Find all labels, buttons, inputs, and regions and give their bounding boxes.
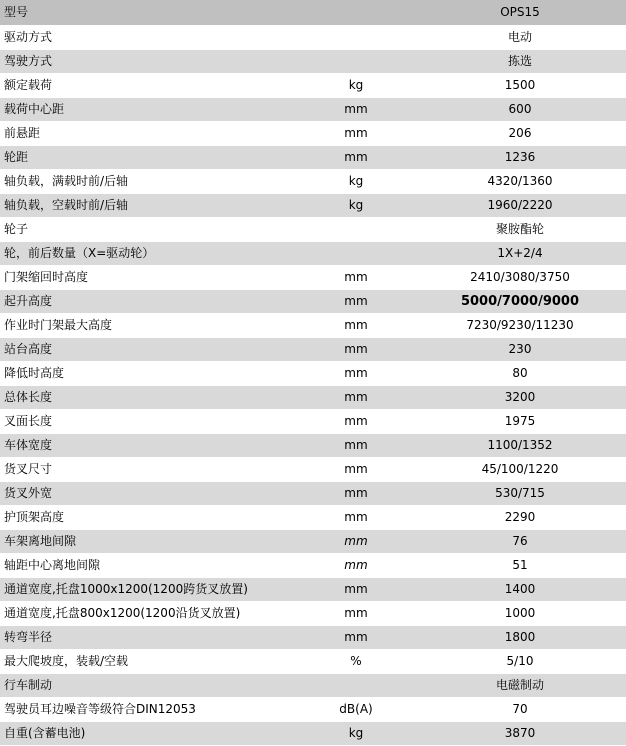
row-label: 货叉外宽: [0, 481, 298, 505]
row-unit: %: [298, 649, 414, 673]
row-value: 530/715: [414, 481, 626, 505]
table-row: [0, 625, 626, 649]
row-value: 7230/9230/11230: [414, 313, 626, 337]
table-row: [0, 505, 626, 529]
row-value: 76: [414, 529, 626, 553]
row-unit: mm: [298, 433, 414, 457]
row-label: 行车制动: [0, 673, 298, 697]
row-value: 1236: [414, 145, 626, 169]
table-row: [0, 313, 626, 337]
row-unit: mm: [298, 313, 414, 337]
row-unit: mm: [298, 553, 414, 577]
row-unit: [298, 217, 414, 241]
row-unit: dB(A): [298, 697, 414, 721]
table-row: [0, 697, 626, 721]
table-row: [0, 73, 626, 97]
row-unit: kg: [298, 169, 414, 193]
table-row: [0, 337, 626, 361]
row-label: 驾驶方式: [0, 49, 298, 73]
row-label: 轴距中心离地间隙: [0, 553, 298, 577]
table-row: [0, 169, 626, 193]
row-label: 自重(含蓄电池): [0, 721, 298, 745]
row-label: 驱动方式: [0, 25, 298, 49]
row-label: 轮，前后数量（X=驱动轮）: [0, 241, 298, 265]
row-label: 驾驶员耳边噪音等级符合DIN12053: [0, 697, 298, 721]
row-unit: mm: [298, 337, 414, 361]
row-label: 站台高度: [0, 337, 298, 361]
row-unit: mm: [298, 97, 414, 121]
row-unit: mm: [298, 361, 414, 385]
row-label: 额定载荷: [0, 73, 298, 97]
table-row: [0, 409, 626, 433]
row-unit: mm: [298, 529, 414, 553]
row-label: 前悬距: [0, 121, 298, 145]
row-label: 叉面长度: [0, 409, 298, 433]
table-row: [0, 433, 626, 457]
table-row: [0, 241, 626, 265]
row-value: 3870: [414, 721, 626, 745]
table-row: [0, 385, 626, 409]
table-row: [0, 457, 626, 481]
row-label: 型号: [0, 0, 298, 25]
row-label: 轴负载，满载时前/后轴: [0, 169, 298, 193]
row-unit: mm: [298, 625, 414, 649]
table-row: [0, 49, 626, 73]
table-row: [0, 673, 626, 697]
row-label: 作业时门架最大高度: [0, 313, 298, 337]
row-label: 轴负载，空载时前/后轴: [0, 193, 298, 217]
row-value: 1800: [414, 625, 626, 649]
row-value: 1400: [414, 577, 626, 601]
row-label: 通道宽度,托盘1000x1200(1200跨货叉放置): [0, 577, 298, 601]
row-value: 1X+2/4: [414, 241, 626, 265]
row-value: 2290: [414, 505, 626, 529]
row-unit: mm: [298, 457, 414, 481]
row-label: 总体长度: [0, 385, 298, 409]
row-unit: mm: [298, 577, 414, 601]
row-value: 1960/2220: [414, 193, 626, 217]
row-label: 通道宽度,托盘800x1200(1200沿货叉放置): [0, 601, 298, 625]
row-value: 1000: [414, 601, 626, 625]
table-row: [0, 193, 626, 217]
row-unit: [298, 0, 414, 25]
row-unit: mm: [298, 145, 414, 169]
row-unit: mm: [298, 505, 414, 529]
table-row: [0, 361, 626, 385]
row-value: 70: [414, 697, 626, 721]
row-value: 230: [414, 337, 626, 361]
row-unit: [298, 241, 414, 265]
row-label: 载荷中心距: [0, 97, 298, 121]
row-value: 80: [414, 361, 626, 385]
table-row: [0, 649, 626, 673]
row-value: 206: [414, 121, 626, 145]
table-row: [0, 25, 626, 49]
row-unit: mm: [298, 601, 414, 625]
row-label: 护顶架高度: [0, 505, 298, 529]
row-value: 聚胺酯轮: [414, 217, 626, 241]
header-row: [0, 0, 626, 25]
row-label: 轮距: [0, 145, 298, 169]
table-row: [0, 601, 626, 625]
table-row: [0, 553, 626, 577]
row-unit: [298, 673, 414, 697]
row-unit: mm: [298, 121, 414, 145]
table-row: [0, 121, 626, 145]
row-value: 600: [414, 97, 626, 121]
row-unit: mm: [298, 265, 414, 289]
row-unit: mm: [298, 481, 414, 505]
row-value: 电动: [414, 25, 626, 49]
row-value: 电磁制动: [414, 673, 626, 697]
row-unit: mm: [298, 385, 414, 409]
row-label: 门架缩回时高度: [0, 265, 298, 289]
table-row: [0, 721, 626, 745]
row-label: 转弯半径: [0, 625, 298, 649]
table-row: [0, 217, 626, 241]
row-unit: [298, 49, 414, 73]
row-label: 最大爬坡度，装载/空载: [0, 649, 298, 673]
row-value: 4320/1360: [414, 169, 626, 193]
row-value: 51: [414, 553, 626, 577]
row-value: 2410/3080/3750: [414, 265, 626, 289]
row-unit: mm: [298, 289, 414, 313]
row-unit: kg: [298, 73, 414, 97]
row-value: 拣选: [414, 49, 626, 73]
row-label: 货叉尺寸: [0, 457, 298, 481]
row-unit: kg: [298, 721, 414, 745]
table-row: [0, 265, 626, 289]
row-label: 降低时高度: [0, 361, 298, 385]
row-value: 1500: [414, 73, 626, 97]
table-row: [0, 529, 626, 553]
row-value: 1975: [414, 409, 626, 433]
row-value: 1100/1352: [414, 433, 626, 457]
row-label: 轮子: [0, 217, 298, 241]
row-unit: mm: [298, 409, 414, 433]
row-value: 45/100/1220: [414, 457, 626, 481]
row-label: 起升高度: [0, 289, 298, 313]
row-unit: [298, 25, 414, 49]
row-value: 3200: [414, 385, 626, 409]
row-unit: kg: [298, 193, 414, 217]
table-row: [0, 481, 626, 505]
row-label: 车架离地间隙: [0, 529, 298, 553]
table-row: [0, 145, 626, 169]
table-row: [0, 289, 626, 313]
table-row: [0, 97, 626, 121]
row-value: 5/10: [414, 649, 626, 673]
row-value: OPS15: [414, 0, 626, 25]
row-label: 车体宽度: [0, 433, 298, 457]
table-row: [0, 577, 626, 601]
row-value: 5000/7000/9000: [414, 289, 626, 313]
